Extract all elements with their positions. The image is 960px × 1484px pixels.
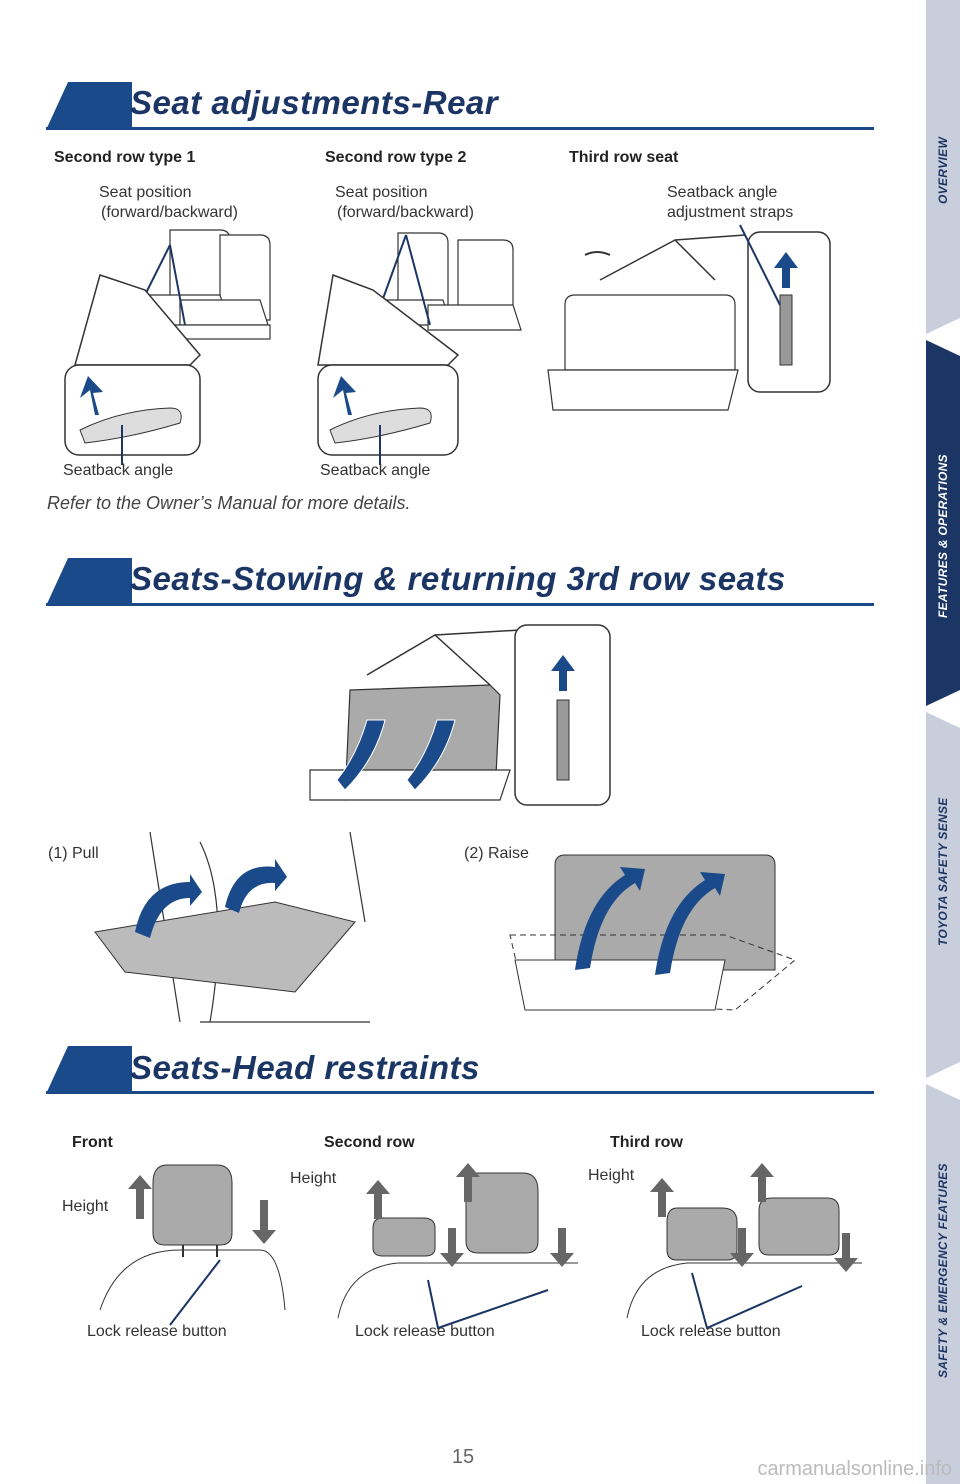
- label-step1-pull: (1) Pull: [48, 845, 99, 862]
- subheading-third-row: Third row: [610, 1134, 683, 1151]
- label-seat-position-type1: Seat position (forward/backward): [99, 184, 238, 221]
- label-step2-raise: (2) Raise: [464, 845, 529, 862]
- section-title-head: Seats-Head restraints: [130, 1049, 480, 1086]
- label-seatback-angle-type2: Seatback angle: [320, 462, 431, 479]
- section-tab-stowing: [46, 558, 132, 606]
- label-height-second: Height: [290, 1170, 337, 1187]
- page-number: 15: [451, 1446, 475, 1468]
- section-rule-stowing: [46, 603, 874, 606]
- watermark: carmanualsonline.info: [757, 1458, 952, 1480]
- illustration-head-third: [622, 1158, 862, 1323]
- label-seatback-angle-type1: Seatback angle: [63, 462, 174, 479]
- sidebar-tab-safety-emergency[interactable]: SAFETY & EMERGENCY FEATURES: [936, 1163, 950, 1378]
- label-seatback-angle-straps: Seatback angle adjustment straps: [667, 184, 794, 221]
- section-rule-rear: [46, 127, 874, 130]
- sidebar-tab-toyota-safety-sense[interactable]: TOYOTA SAFETY SENSE: [936, 797, 950, 946]
- illustration-second-row-type2: [318, 215, 538, 455]
- subheading-front: Front: [72, 1134, 113, 1151]
- illustration-third-row-seat: [540, 220, 835, 420]
- illustration-head-front: [95, 1160, 285, 1320]
- subheading-second-row-type-1: Second row type 1: [54, 149, 196, 166]
- note-owners-manual: Refer to the Owner’s Manual for more details.: [47, 493, 411, 513]
- section-title-rear: Seat adjustments-Rear: [130, 84, 499, 121]
- sidebar-tab-features-operations[interactable]: FEATURES & OPERATIONS: [936, 454, 950, 618]
- subheading-third-row-seat: Third row seat: [569, 149, 679, 166]
- section-tab-head: [46, 1046, 132, 1094]
- sidebar-tab-overview[interactable]: OVERVIEW: [936, 136, 950, 204]
- section-tab-rear: [46, 82, 132, 130]
- illustration-step2-raise: [505, 850, 800, 1020]
- section-title-stowing: Seats-Stowing & returning 3rd row seats: [130, 560, 786, 597]
- sidebar: [926, 0, 960, 1484]
- illustration-second-row-type1: [60, 215, 280, 455]
- label-lock-release-front: Lock release button: [87, 1323, 227, 1340]
- section-rule-head: [46, 1091, 874, 1094]
- illustration-step1-pull: [90, 832, 370, 1027]
- label-seat-position-type2: Seat position (forward/backward): [335, 184, 474, 221]
- illustration-stow-third-row: [305, 620, 615, 810]
- label-lock-release-third: Lock release button: [641, 1323, 781, 1340]
- subheading-second-row-type-2: Second row type 2: [325, 149, 467, 166]
- label-lock-release-second: Lock release button: [355, 1323, 495, 1340]
- label-height-third: Height: [588, 1167, 635, 1184]
- subheading-second-row: Second row: [324, 1134, 415, 1151]
- label-height-front: Height: [62, 1198, 109, 1215]
- illustration-head-second: [338, 1158, 588, 1323]
